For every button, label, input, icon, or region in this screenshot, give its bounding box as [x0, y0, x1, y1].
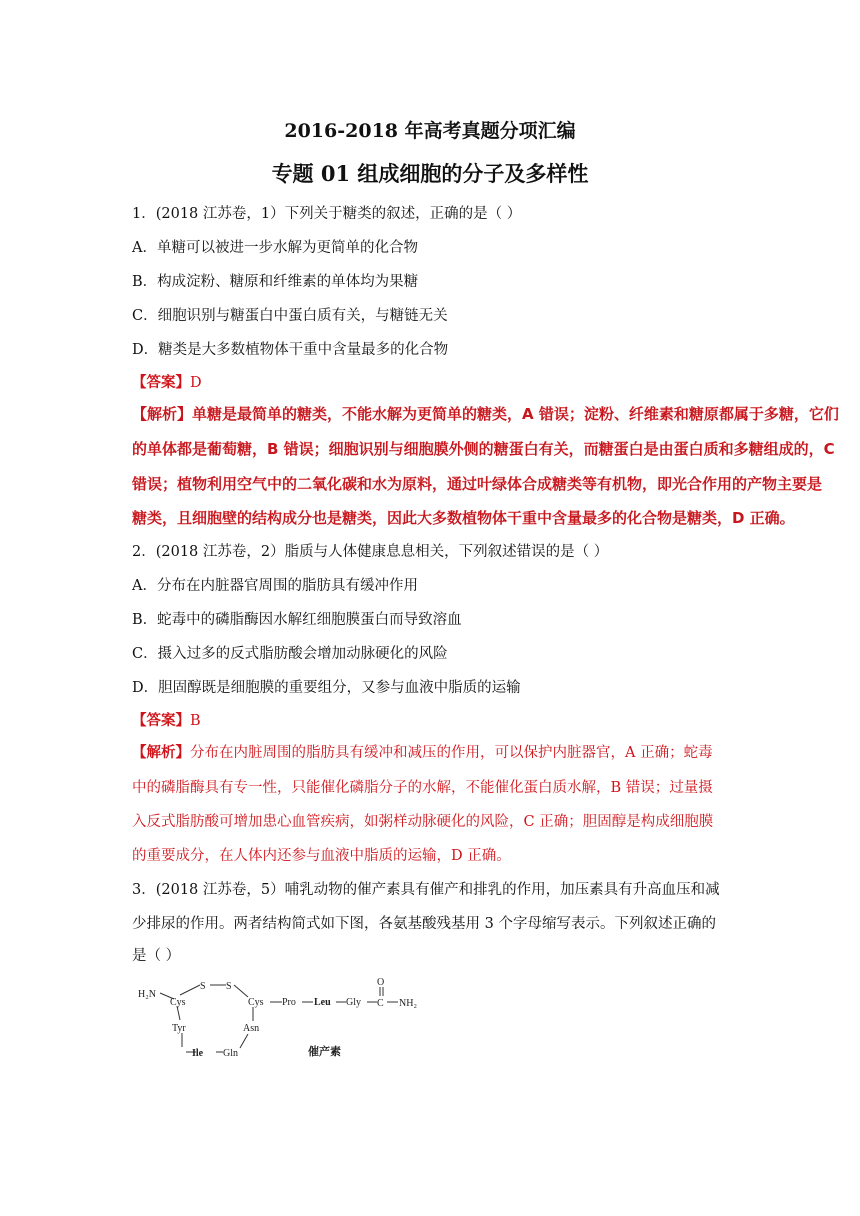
q2-answer-value: B: [190, 713, 201, 729]
q1-answer: [132, 373, 202, 393]
q1-analysis-line-2: 的单体都是葡萄糖，B 错误；细胞识别与细胞膜外侧的糖蛋白有关，而糖蛋白是由蛋白质和多糖组成的，C: [132, 440, 835, 458]
q2-analysis-line-4: 的重要成分，在人体内还参与血液中脂质的运输，D 正确。: [132, 848, 511, 864]
q3-stem-line-2: 少排尿的作用。两者结构简式如下图，各氨基酸残基用 3 个字母缩写表示。下列叙述正确的: [132, 916, 716, 932]
asn-label: Asn: [243, 1023, 260, 1034]
oxytocin-structure-diagram: [130, 975, 430, 1065]
q1-stem: 1．(2018 江苏卷，1）下列关于糖类的叙述，正确的是（ ）: [132, 206, 522, 222]
q2-analysis-label: 【解析】: [132, 744, 190, 761]
q1-analysis-label: 【解析】: [132, 405, 193, 423]
carbon-label: C: [377, 998, 384, 1009]
q1-option-d: D．糖类是大多数植物体干重中含量最多的化合物: [132, 342, 449, 358]
gln-label: Gln: [223, 1048, 238, 1059]
pro-label: Pro: [282, 997, 296, 1008]
q2-option-b: B．蛇毒中的磷脂酶因水解红细胞膜蛋白而导致溶血: [132, 612, 462, 628]
q3-stem-line-1: 3．(2018 江苏卷，5）哺乳动物的催产素具有催产和排乳的作用，加压素具有升高血压和减: [132, 882, 720, 898]
q2-analysis-line-3: 入反式脂肪酸可增加患心血管疾病，如粥样动脉硬化的风险，C 正确；胆固醇是构成细胞膜: [132, 814, 714, 830]
q2-analysis-line-2: 中的磷脂酶具有专一性，只能催化磷脂分子的水解，不能催化蛋白质水解，B 错误；过量摄: [132, 780, 713, 796]
s-label-2: S: [226, 981, 232, 992]
nh2-label: NH₂: [399, 998, 417, 1009]
tyr-label: Tyr: [172, 1023, 186, 1034]
q1-answer-value: D: [190, 375, 202, 391]
q1-analysis-line-4: 糖类，且细胞壁的结构成分也是糖类，因此大多数植物体干重中含量最多的化合物是糖类，D 正确。: [132, 509, 795, 527]
q2-answer-label: 【答案】: [132, 712, 190, 729]
gly-label: Gly: [346, 997, 361, 1008]
oxytocin-caption: 催产素: [308, 1046, 341, 1058]
h2n-label: H₂N: [138, 989, 156, 1000]
q1-option-a: A．单糖可以被进一步水解为更简单的化合物: [132, 240, 418, 256]
q2-option-a: A．分布在内脏器官周围的脂肪具有缓冲作用: [132, 578, 418, 594]
ile-label: Ile: [192, 1048, 204, 1059]
q1-answer-label: 【答案】: [132, 374, 190, 391]
q2-stem: 2．(2018 江苏卷，2）脂质与人体健康息息相关，下列叙述错误的是（ ）: [132, 544, 609, 560]
cys-label-1: Cys: [170, 997, 186, 1008]
q2-analysis-line-1: 【解析】分布在内脏周围的脂肪具有缓冲和减压的作用，可以保护内脏器官，A 正确；蛇毒: [132, 744, 713, 761]
q2-answer: [132, 711, 201, 731]
q3-stem-line-3: 是（ ）: [132, 948, 181, 964]
document-subtitle: 专题 01 组成细胞的分子及多样性: [271, 161, 589, 186]
document-title: 2016-2018 年高考真题分项汇编: [284, 120, 576, 142]
leu-label: Leu: [314, 997, 331, 1008]
q2-option-c: C．摄入过多的反式脂肪酸会增加动脉硬化的风险: [132, 646, 448, 662]
q2-option-d: D．胆固醇既是细胞膜的重要组分，又参与血液中脂质的运输: [132, 680, 521, 696]
oxygen-label: O: [377, 977, 385, 988]
q1-analysis-line-1: 【解析】单糖是最简单的糖类，不能水解为更简单的糖类，A 错误；淀粉、纤维素和糖原都属于多糖，它们: [132, 405, 839, 423]
q1-analysis-line-3: 错误；植物利用空气中的二氧化碳和水为原料，通过叶绿体合成糖类等有机物，即光合作用的产物主要是: [132, 475, 823, 493]
s-label-1: S: [200, 981, 206, 992]
q1-option-b: B．构成淀粉、糖原和纤维素的单体均为果糖: [132, 274, 419, 290]
q1-option-c: C．细胞识别与糖蛋白中蛋白质有关，与糖链无关: [132, 308, 448, 324]
cys-label-2: Cys: [248, 997, 264, 1008]
